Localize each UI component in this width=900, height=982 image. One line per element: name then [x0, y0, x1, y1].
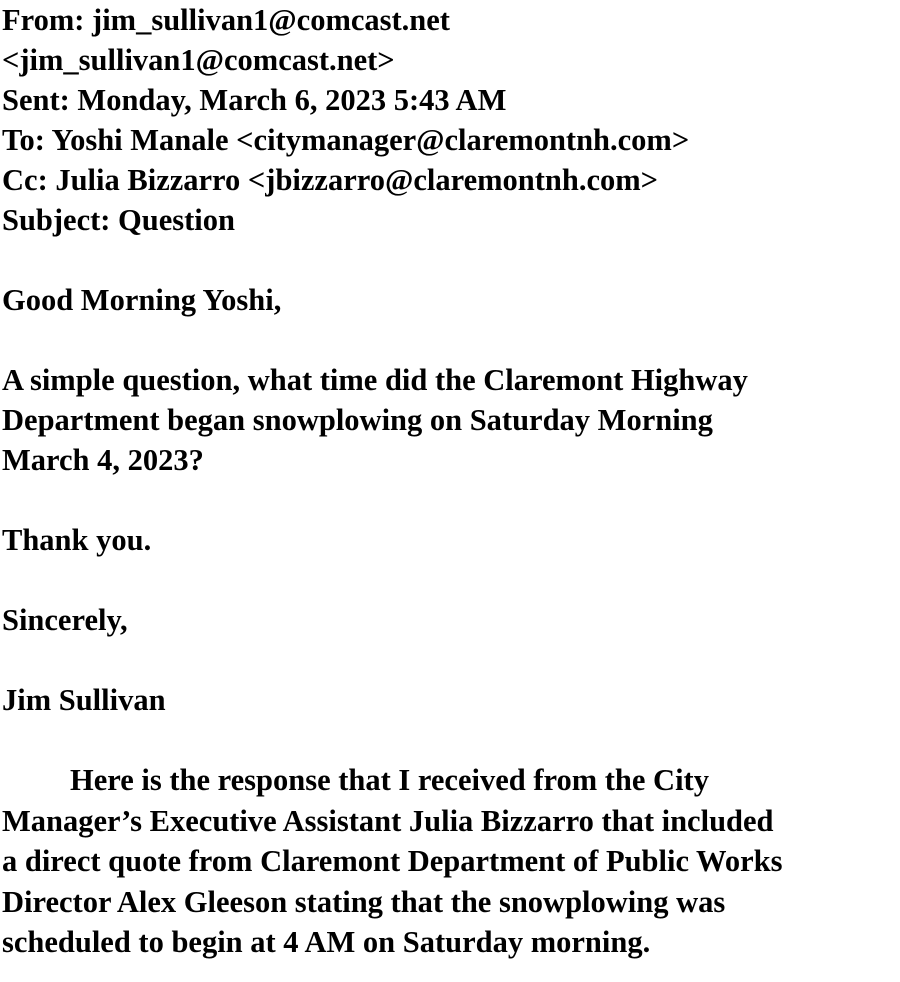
- sent-line: Sent: Monday, March 6, 2023 5:43 AM: [2, 83, 507, 117]
- email-header: [2, 0, 898, 240]
- commentary-line: Here is the response that I received from the City: [70, 763, 709, 797]
- greeting: Good Morning Yoshi,: [2, 283, 282, 317]
- spacer: [2, 240, 898, 280]
- commentary-paragraph: [2, 760, 898, 963]
- commentary-line: Director Alex Gleeson stating that the snowplowing was: [2, 884, 726, 919]
- email-body: [2, 280, 898, 720]
- spacer: [2, 480, 898, 520]
- question-line: A simple question, what time did the Claremont Highway: [2, 363, 748, 397]
- from-line: From: jim_sullivan1@comcast.net: [2, 3, 450, 37]
- to-line: To: Yoshi Manale <citymanager@claremontnh.com>: [2, 123, 690, 157]
- commentary-line: a direct quote from Claremont Department of Public Works: [2, 844, 783, 878]
- from-address-line: <jim_sullivan1@comcast.net>: [2, 43, 395, 77]
- spacer: [2, 720, 898, 760]
- commentary-line: Manager’s Executive Assistant Julia Bizzarro that included: [2, 803, 774, 838]
- question-paragraph: [2, 360, 898, 480]
- commentary-line: scheduled to begin at 4 AM on Saturday morning.: [2, 925, 651, 959]
- spacer: [2, 320, 898, 360]
- email-document: [2, 0, 898, 963]
- signature-line: Jim Sullivan: [2, 683, 166, 717]
- spacer: [2, 560, 898, 600]
- spacer: [2, 640, 898, 680]
- subject-line: Subject: Question: [2, 203, 235, 237]
- thanks-line: Thank you.: [2, 523, 152, 557]
- question-line: Department began snowplowing on Saturday Morning: [2, 403, 713, 437]
- question-line: March 4, 2023?: [2, 443, 204, 477]
- cc-line: Cc: Julia Bizzarro <jbizzarro@claremontnh.com>: [2, 163, 659, 197]
- closing-line: Sincerely,: [2, 603, 128, 637]
